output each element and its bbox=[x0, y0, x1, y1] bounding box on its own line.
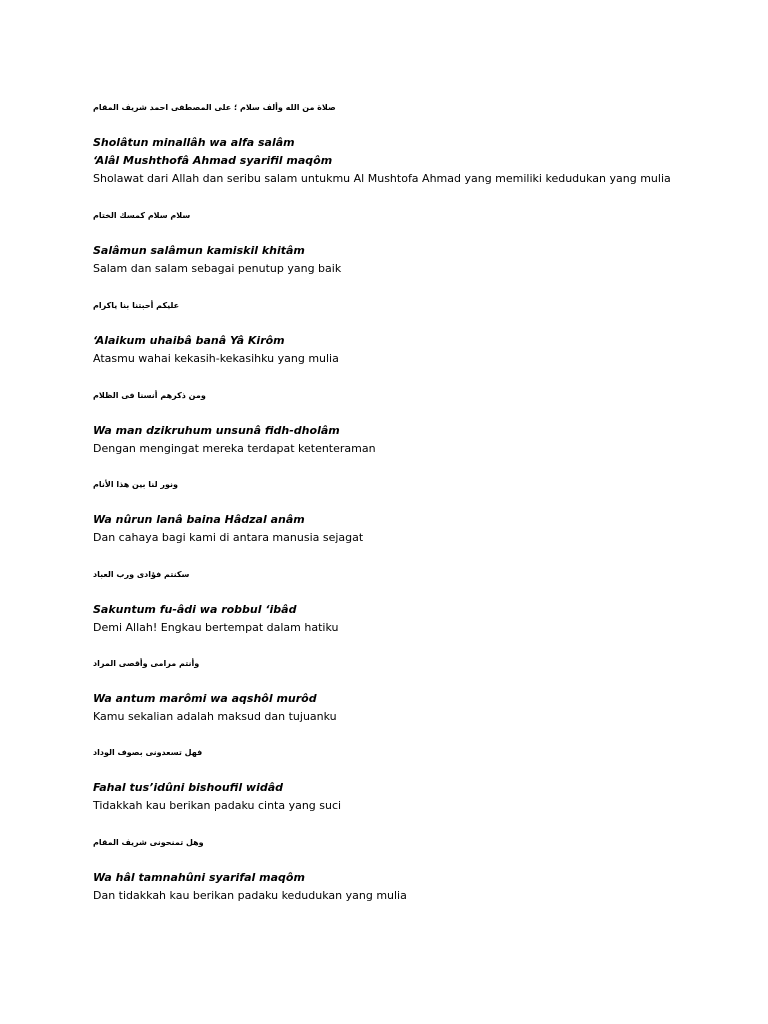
translation-line: Dan tidakkah kau berikan padaku kedudukan yang mulia bbox=[93, 889, 407, 902]
transliteration-line: Wa man dzikruhum unsunâ fidh-dholâm bbox=[93, 424, 340, 437]
stanza-5 bbox=[93, 479, 733, 547]
arabic-verse: ومن ذكرهم أنسنا فى الظلام bbox=[93, 391, 206, 400]
arabic-verse: وهل تمنحونى شريف المقام bbox=[93, 838, 204, 847]
stanza-3 bbox=[93, 300, 733, 368]
arabic-verse: ونور لنا بين هذا الأنام bbox=[93, 480, 178, 489]
translation-line: Atasmu wahai kekasih-kekasihku yang mulia bbox=[93, 352, 339, 365]
stanza-6 bbox=[93, 569, 733, 637]
stanza-1 bbox=[93, 102, 733, 188]
translation-line: Salam dan salam sebagai penutup yang baik bbox=[93, 262, 342, 275]
transliteration-line: Sakuntum fu-âdi wa robbul ‘ibâd bbox=[93, 603, 297, 616]
translation-line: Tidakkah kau berikan padaku cinta yang suci bbox=[93, 799, 342, 812]
arabic-verse: عليكم أحبتنا بنا ياكرام bbox=[93, 301, 180, 310]
transliteration-line: Wa hâl tamnahûni syarifal maqôm bbox=[93, 871, 305, 884]
translation-line: Kamu sekalian adalah maksud dan tujuanku bbox=[93, 710, 337, 723]
transliteration-line: Salâmun salâmun kamiskil khitâm bbox=[93, 244, 305, 257]
transliteration-line: Fahal tus’idûni bishoufil widâd bbox=[93, 781, 284, 794]
arabic-verse: سكنتم فؤادى ورب العباد bbox=[93, 570, 190, 579]
transliteration-line: Wa nûrun lanâ baina Hâdzal anâm bbox=[93, 513, 305, 526]
stanza-2 bbox=[93, 210, 733, 278]
document-page bbox=[93, 0, 733, 1024]
transliteration-line: Sholâtun minallâh wa alfa salâm bbox=[93, 136, 295, 149]
arabic-verse: صلاة من الله وألف سلام ؛ على المصطفى احمد شريف المقام bbox=[93, 103, 336, 112]
stanza-4 bbox=[93, 390, 733, 458]
arabic-verse: فهل تسعدونى بصوف الوداد bbox=[93, 748, 203, 757]
arabic-verse: وأنتم مرامى وأقصى المراد bbox=[93, 659, 200, 668]
transliteration-line: ‘Alaikum uhaibâ banâ Yâ Kirôm bbox=[93, 334, 285, 347]
stanza-9 bbox=[93, 837, 733, 905]
translation-line: Dengan mengingat mereka terdapat ketenteraman bbox=[93, 442, 376, 455]
stanza-8 bbox=[93, 747, 733, 815]
transliteration-line: ‘Alâl Mushthofâ Ahmad syarifil maqôm bbox=[93, 154, 333, 167]
arabic-verse: سلام سلام كمسك الختام bbox=[93, 211, 191, 220]
transliteration-line: Wa antum marômi wa aqshôl murôd bbox=[93, 692, 317, 705]
translation-line: Demi Allah! Engkau bertempat dalam hatiku bbox=[93, 621, 339, 634]
translation-line: Sholawat dari Allah dan seribu salam untukmu Al Mushtofa Ahmad yang memiliki kedudukan yang mulia bbox=[93, 172, 671, 185]
translation-line: Dan cahaya bagi kami di antara manusia sejagat bbox=[93, 531, 364, 544]
stanza-7 bbox=[93, 658, 733, 726]
